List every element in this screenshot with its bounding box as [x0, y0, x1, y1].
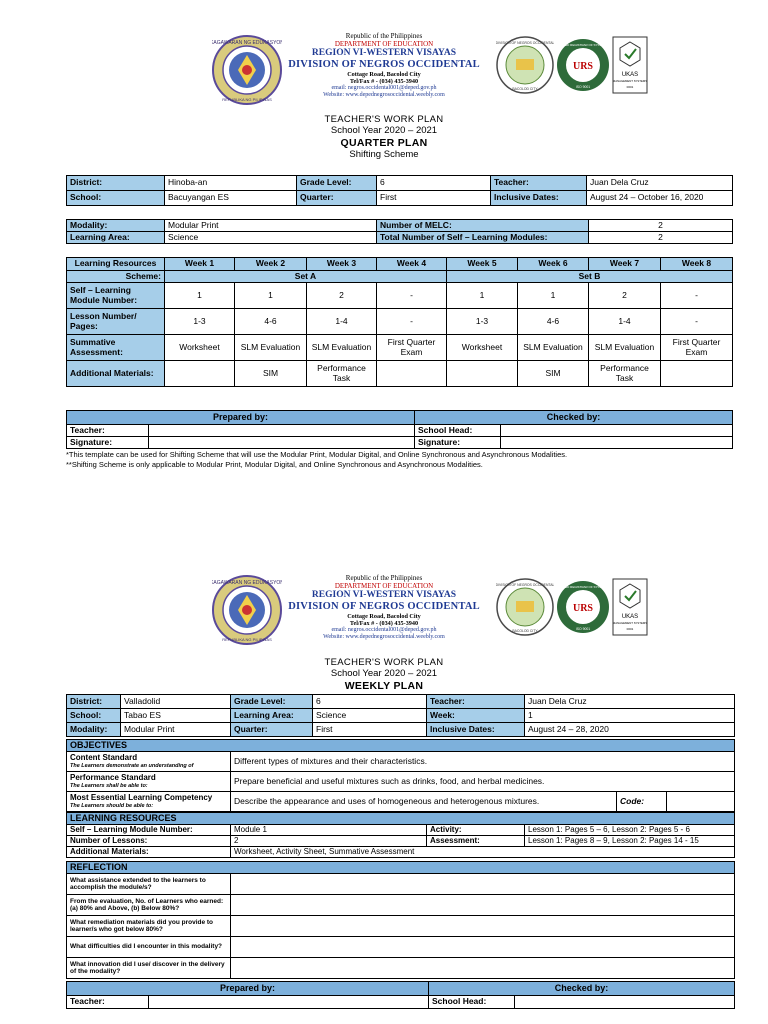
- republic-text: Republic of the Philippines: [345, 574, 423, 582]
- reflection-answer-field[interactable]: [231, 937, 735, 958]
- table-cell: Worksheet: [165, 335, 235, 361]
- table-row: [67, 335, 733, 361]
- lessons-label: Number of Lessons:: [67, 836, 231, 847]
- weekly-school-head-label: School Head:: [429, 996, 515, 1009]
- quarter-plan-title: QUARTER PLAN: [340, 136, 428, 149]
- weekly-school-label: School:: [67, 709, 121, 723]
- ukas-logo-text: UKAS: [621, 614, 639, 620]
- assessment-label: Assessment:: [427, 836, 525, 847]
- region-text: REGION VI-WESTERN VISAYAS: [311, 590, 457, 601]
- table-cell: First Quarter Exam: [377, 335, 447, 361]
- letterhead: [284, 574, 484, 641]
- signoff-signature2-label: Signature:: [415, 437, 501, 449]
- quarter-scheme-subtitle: Shifting Scheme: [349, 149, 419, 161]
- lessons-value: 2: [231, 836, 427, 847]
- table-cell: 1: [447, 283, 518, 309]
- weekly-teacher-value: Juan Dela Cruz: [525, 695, 735, 709]
- republic-text: Republic of the Philippines: [345, 32, 423, 40]
- district-label: District:: [67, 176, 165, 191]
- department-text: DEPARTMENT OF EDUCATION: [334, 582, 434, 591]
- table-cell: [447, 361, 518, 387]
- modality-value: Modular Print: [165, 220, 377, 232]
- teacher-value: Juan Dela Cruz: [587, 176, 733, 191]
- weekly-week-value: 1: [525, 709, 735, 723]
- performance-standard-label: [67, 772, 231, 792]
- materials-value: Worksheet, Activity Sheet, Summative Assessment: [231, 847, 735, 858]
- content-standard-subtitle: The Learners demonstrate an understanding of: [70, 762, 194, 769]
- weekly-info-table: [66, 694, 735, 737]
- deped-seal-logo: [212, 35, 282, 105]
- signoff-school-head-field[interactable]: [501, 425, 733, 437]
- table-cell: 1-3: [447, 309, 518, 335]
- week-header: Week 6: [518, 258, 589, 271]
- week-header: Week 3: [307, 258, 377, 271]
- table-cell: 2: [589, 283, 661, 309]
- division-seal-logo: [496, 36, 554, 94]
- reflection-header: REFLECTION: [67, 862, 735, 874]
- ukas-number: 0001: [626, 627, 634, 631]
- division-seal-subtext: BACOLOD CITY: [512, 87, 538, 91]
- division-text: DIVISION OF NEGROS OCCIDENTAL: [288, 601, 480, 613]
- division-seal-text: DIVISION OF NEGROS OCCIDENTAL: [496, 583, 554, 587]
- row-label: Summative Assessment:: [67, 335, 165, 361]
- table-cell: [165, 361, 235, 387]
- website-link[interactable]: Website: www.depednegrosoccidental.weebly.com: [323, 92, 445, 99]
- weekly-area-value: Science: [313, 709, 427, 723]
- department-text: DEPARTMENT OF EDUCATION: [334, 40, 434, 49]
- weekly-title-block: [234, 657, 534, 692]
- table-cell: 2: [307, 283, 377, 309]
- weekly-modality-label: Modality:: [67, 723, 121, 737]
- table-cell: Performance Task: [307, 361, 377, 387]
- weekly-checked-by-header: Checked by:: [429, 982, 735, 996]
- melc-competency-value: Describe the appearance and uses of homogeneous and heterogenous mixtures.: [231, 792, 617, 812]
- urs-iso-logo: [556, 578, 610, 636]
- weekly-modality-value: Modular Print: [121, 723, 231, 737]
- ukas-subtext: MANAGEMENT SYSTEMS: [612, 621, 648, 625]
- learning-resources-header: LEARNING RESOURCES: [67, 813, 735, 825]
- ukas-logo-text: UKAS: [621, 72, 639, 78]
- scheme-row: [67, 271, 733, 283]
- table-cell: -: [661, 309, 733, 335]
- table-cell: SLM Evaluation: [518, 335, 589, 361]
- assessment-value: Lesson 1: Pages 8 – 9, Lesson 2: Pages 14 - 15: [525, 836, 735, 847]
- telfax-text: Tel/Fax # - (034) 435-3940: [349, 620, 419, 628]
- quarter-title-block: [234, 114, 534, 161]
- performance-standard-value: Prepare beneficial and useful mixtures such as drinks, food, and herbal medicines.: [231, 772, 735, 792]
- footnote-2: **Shifting Scheme is only applicable to Modular Print, Modular Digital, and Online Synchronous and Asynchronous Modalities.: [66, 460, 483, 470]
- set-b-label: Set B: [447, 271, 733, 283]
- urs-logo-text: URS: [572, 61, 594, 72]
- module-number-label: Self – Learning Module Number:: [67, 825, 231, 836]
- scheme-label: Scheme:: [67, 271, 165, 283]
- row-label: Lesson Number/ Pages:: [67, 309, 165, 335]
- melc-competency-label: [67, 792, 231, 812]
- urs-ring-text: UNITED REGISTRAR OF SYSTEMS: [558, 585, 608, 589]
- weekly-grade-value: 6: [313, 695, 427, 709]
- melc-competency-subtitle: The Learners should be able to:: [70, 802, 154, 809]
- performance-standard-title: Performance Standard: [70, 773, 156, 783]
- website-link[interactable]: Website: www.depednegrosoccidental.weebly.com: [323, 634, 445, 641]
- table-cell: First Quarter Exam: [661, 335, 733, 361]
- quarter-workplan-title: TEACHER'S WORK PLAN: [324, 114, 444, 125]
- quarter-signoff-table: [66, 410, 733, 449]
- dates-value: August 24 – October 16, 2020: [587, 191, 733, 206]
- school-label: School:: [67, 191, 165, 206]
- table-cell: SIM: [518, 361, 589, 387]
- modality-label: Modality:: [67, 220, 165, 232]
- table-row: [67, 283, 733, 309]
- signoff-signature-field[interactable]: [149, 437, 415, 449]
- ukas-logo: [612, 36, 648, 94]
- weekly-quarter-value: First: [313, 723, 427, 737]
- materials-label: Additional Materials:: [67, 847, 231, 858]
- quarter-label: Quarter:: [297, 191, 377, 206]
- table-cell: Worksheet: [447, 335, 518, 361]
- urs-iso-text: ISO 9001: [575, 627, 591, 631]
- signoff-signature-label: Signature:: [67, 437, 149, 449]
- division-seal-text: DIVISION OF NEGROS OCCIDENTAL: [496, 41, 554, 45]
- table-cell: 1-4: [307, 309, 377, 335]
- reflection-answer-field[interactable]: [231, 958, 735, 979]
- division-text: DIVISION OF NEGROS OCCIDENTAL: [288, 59, 480, 71]
- table-cell: [661, 361, 733, 387]
- reflection-question: What innovation did I use/ discover in the delivery of the modality?: [67, 958, 231, 979]
- address-text: Cottage Road, Bacolod City: [347, 613, 421, 621]
- address-text: Cottage Road, Bacolod City: [347, 71, 421, 79]
- table-cell: -: [377, 283, 447, 309]
- melc-value: 2: [589, 220, 733, 232]
- table-cell: [377, 361, 447, 387]
- division-seal-subtext: BACOLOD CITY: [512, 629, 538, 633]
- weekly-resources-table: [66, 812, 735, 858]
- table-row: [67, 361, 733, 387]
- deped-seal-logo-text: KAGAWARAN NG EDUKASYON: [212, 40, 282, 46]
- set-a-label: Set A: [165, 271, 447, 283]
- table-cell: 1-4: [589, 309, 661, 335]
- table-cell: SLM Evaluation: [235, 335, 307, 361]
- ukas-subtext: MANAGEMENT SYSTEMS: [612, 79, 648, 83]
- weekly-area-label: Learning Area:: [231, 709, 313, 723]
- ukas-logo: [612, 578, 648, 636]
- area-label: Learning Area:: [67, 232, 165, 244]
- table-row: [67, 309, 733, 335]
- prepared-by-header: Prepared by:: [67, 411, 415, 425]
- division-seal-logo: [496, 578, 554, 636]
- reflection-question: What assistance extended to the learners to accomplish the module/s?: [67, 874, 231, 895]
- reflection-answer-field[interactable]: [231, 895, 735, 916]
- weekly-workplan-title: TEACHER'S WORK PLAN: [324, 657, 444, 668]
- content-standard-title: Content Standard: [70, 753, 138, 763]
- signoff-school-head-label: School Head:: [415, 425, 501, 437]
- telfax-text: Tel/Fax # - (034) 435-3940: [349, 78, 419, 86]
- weekly-dates-value: August 24 – 28, 2020: [525, 723, 735, 737]
- activity-label: Activity:: [427, 825, 525, 836]
- deped-seal-logo-subtext: REPUBLIKA NG PILIPINAS: [222, 97, 272, 102]
- quarter-value: First: [377, 191, 491, 206]
- weekly-signoff-table: [66, 981, 735, 1009]
- quarter-resources-table: [66, 257, 733, 387]
- email-link[interactable]: email: negros.occidental001@deped.gov.ph: [331, 627, 437, 634]
- email-link[interactable]: email: negros.occidental001@deped.gov.ph: [331, 85, 437, 92]
- signoff-signature2-field[interactable]: [501, 437, 733, 449]
- weeks-header-row: [67, 258, 733, 271]
- table-cell: SLM Evaluation: [307, 335, 377, 361]
- urs-ring-text: UNITED REGISTRAR OF SYSTEMS: [558, 43, 608, 47]
- quarter-school-year: School Year 2020 – 2021: [330, 125, 438, 137]
- objectives-table: [66, 739, 735, 812]
- content-standard-value: Different types of mixtures and their characteristics.: [231, 752, 735, 772]
- week-header: Week 1: [165, 258, 235, 271]
- table-cell: SLM Evaluation: [589, 335, 661, 361]
- week-header: Week 4: [377, 258, 447, 271]
- letterhead: [284, 32, 484, 99]
- table-cell: 4-6: [235, 309, 307, 335]
- dates-label: Inclusive Dates:: [491, 191, 587, 206]
- area-value: Science: [165, 232, 377, 244]
- activity-value: Lesson 1: Pages 5 – 6, Lesson 2: Pages 5 - 6: [525, 825, 735, 836]
- week-header: Week 7: [589, 258, 661, 271]
- row-label: Self – Learning Module Number:: [67, 283, 165, 309]
- weekly-teacher-sign-label: Teacher:: [67, 996, 149, 1009]
- weekly-prepared-by-header: Prepared by:: [67, 982, 429, 996]
- weekly-plan-title: WEEKLY PLAN: [344, 679, 424, 692]
- school-value: Bacuyangan ES: [165, 191, 297, 206]
- grade-value: 6: [377, 176, 491, 191]
- table-cell: SIM: [235, 361, 307, 387]
- week-header: Week 8: [661, 258, 733, 271]
- melc-competency-title: Most Essential Learning Competency: [70, 793, 213, 803]
- footnotes: [66, 450, 746, 470]
- ukas-number: 0001: [626, 85, 634, 89]
- table-cell: Performance Task: [589, 361, 661, 387]
- urs-logo-text: URS: [572, 603, 594, 614]
- weekly-quarter-label: Quarter:: [231, 723, 313, 737]
- weekly-district-label: District:: [67, 695, 121, 709]
- weekly-school-value: Tabao ES: [121, 709, 231, 723]
- weekly-grade-label: Grade Level:: [231, 695, 313, 709]
- table-cell: 4-6: [518, 309, 589, 335]
- code-field[interactable]: [667, 792, 735, 812]
- table-cell: 1: [165, 283, 235, 309]
- deped-seal-logo-subtext: REPUBLIKA NG PILIPINAS: [222, 637, 272, 642]
- weekly-teacher-label: Teacher:: [427, 695, 525, 709]
- weekly-teacher-sign-field[interactable]: [149, 996, 429, 1009]
- reflection-answer-field[interactable]: [231, 874, 735, 895]
- deped-seal-logo: [212, 575, 282, 645]
- melc-label: Number of MELC:: [377, 220, 589, 232]
- weekly-dates-label: Inclusive Dates:: [427, 723, 525, 737]
- reflection-question: What difficulties did I encounter in this modality?: [67, 937, 231, 958]
- region-text: REGION VI-WESTERN VISAYAS: [311, 48, 457, 59]
- content-standard-label: [67, 752, 231, 772]
- weekly-district-value: Valladolid: [121, 695, 231, 709]
- table-cell: 1: [235, 283, 307, 309]
- performance-standard-subtitle: The Learners shall be able to:: [70, 782, 148, 789]
- table-cell: 1: [518, 283, 589, 309]
- signoff-teacher-field[interactable]: [149, 425, 415, 437]
- signoff-teacher-label: Teacher:: [67, 425, 149, 437]
- week-header: Week 2: [235, 258, 307, 271]
- reflection-table: [66, 861, 735, 979]
- reflection-question: From the evaluation, No. of Learners who earned: (a) 80% and Above, (b) Below 80%?: [67, 895, 231, 916]
- district-value: Hinoba-an: [165, 176, 297, 191]
- modules-label: Total Number of Self – Learning Modules:: [377, 232, 589, 244]
- footnote-1: *This template can be used for Shifting Scheme that will use the Modular Print, Modular Digital, and Online Synchronous and Asynchronous Modalities.: [66, 450, 568, 459]
- table-cell: -: [661, 283, 733, 309]
- weekly-week-label: Week:: [427, 709, 525, 723]
- deped-seal-logo-text: KAGAWARAN NG EDUKASYON: [212, 580, 282, 586]
- module-number-value: Module 1: [231, 825, 427, 836]
- resources-header: Learning Resources: [67, 258, 165, 271]
- reflection-question: What remediation materials did you provide to learner/s who got below 80%?: [67, 916, 231, 937]
- week-header: Week 5: [447, 258, 518, 271]
- weekly-school-year: School Year 2020 – 2021: [330, 668, 438, 680]
- teacher-label: Teacher:: [491, 176, 587, 191]
- quarter-modality-table: [66, 219, 733, 244]
- row-label: Additional Materials:: [67, 361, 165, 387]
- code-label: Code:: [617, 792, 667, 812]
- objectives-header: OBJECTIVES: [67, 740, 735, 752]
- urs-iso-text: ISO 9001: [575, 85, 591, 89]
- grade-label: Grade Level:: [297, 176, 377, 191]
- modules-value: 2: [589, 232, 733, 244]
- table-cell: 1-3: [165, 309, 235, 335]
- quarter-info-table: [66, 175, 733, 206]
- table-cell: -: [377, 309, 447, 335]
- urs-iso-logo: [556, 36, 610, 94]
- checked-by-header: Checked by:: [415, 411, 733, 425]
- reflection-answer-field[interactable]: [231, 916, 735, 937]
- weekly-school-head-field[interactable]: [515, 996, 735, 1009]
